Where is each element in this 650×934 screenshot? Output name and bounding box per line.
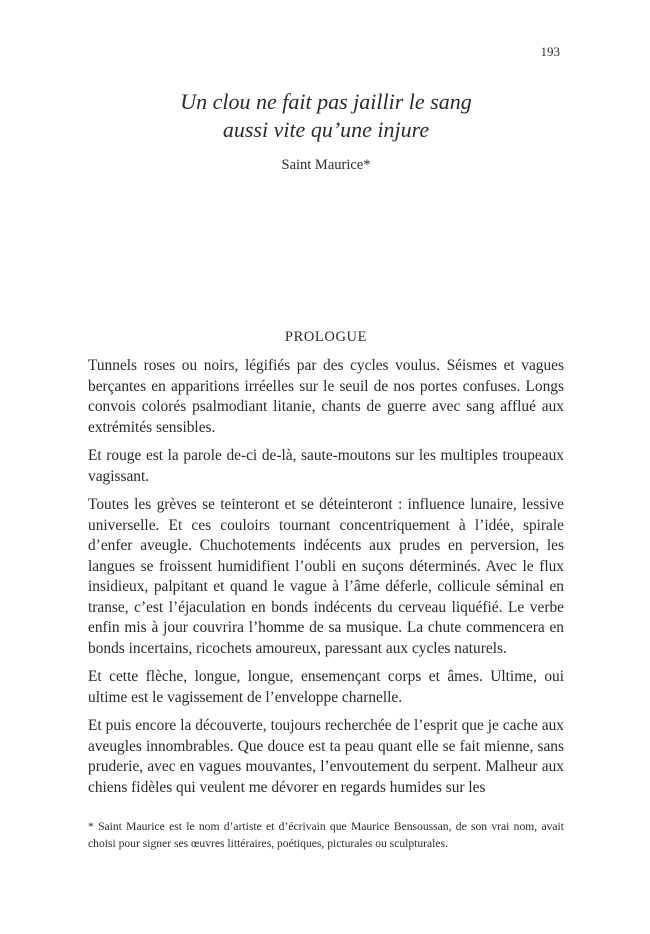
paragraph: Toutes les grèves se teinteront et se déteinteront : influence lunaire, lessive universelle. Et ces couloirs tournant concentriquement à l’idée, spirale d’enfer aveugle. Chuchotements indécents aux prudes en perversion, les langues se froissent humidifient l’oubli en suçons déterminés. Avec le flux insidieux, palpitant et quand le vague à l’âme déferle, collicule séminal en transe, c’est l’éjaculation en bonds indécents du cerveau liquéfié. Le verbe enfin mis à jour couvrira l’homme de sa musique. La chute commencera en bonds incertains, ricochets amoureux, paressant aux cycles naturels. xyxy=(88,496,564,657)
paragraph: Et cette flèche, longue, longue, ensemençant corps et âmes. Ultime, oui ultime est le vagissement de l’enveloppe charnelle. xyxy=(88,668,564,706)
footnote: * Saint Maurice est le nom d’artiste et d’écrivain que Maurice Bensoussan, de son vrai nom, avait choisi pour signer ses œuvres littéraires, poétiques, picturales ou sculpturales. xyxy=(88,820,564,850)
page-number: 193 xyxy=(540,44,560,59)
paragraph: Et rouge est la parole de-ci de-là, saute-moutons sur les multiples troupeaux vagissant. xyxy=(88,447,564,485)
paragraph: Tunnels roses ou noirs, légifiés par des cycles voulus. Séismes et vagues berçantes en apparitions irréelles sur le seuil de nos portes confuses. Longs convois colorés psalmodiant litanie, chants de guerre avec sang afflué aux extrémités sensibles. xyxy=(88,357,564,436)
section-title: PROLOGUE xyxy=(284,329,368,345)
epigraph-line-1: Un clou ne fait pas jaillir le sang xyxy=(180,89,472,114)
epigraph xyxy=(88,88,564,175)
paragraph: Et puis encore la découverte, toujours recherchée de l’esprit que je cache aux aveugles innombrables. Que douce est ta peau quant elle se fait mienne, sans pruderie, avec en vagues mouvantes, l’envoutement du serpent. Malheur aux chiens fidèles qui veulent me dévorer en regards humides sur les xyxy=(88,717,564,796)
epigraph-author: Saint Maurice* xyxy=(281,157,371,173)
epigraph-line-2: aussi vite qu’une injure xyxy=(222,117,430,142)
body-text xyxy=(88,356,564,806)
